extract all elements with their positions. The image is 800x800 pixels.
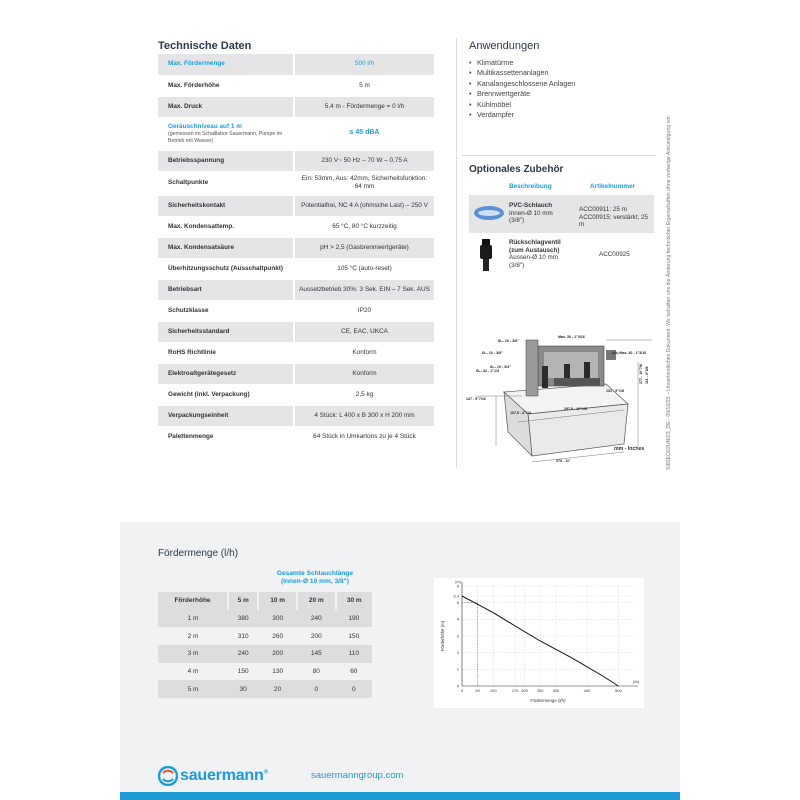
tech-value: Konform <box>294 342 434 363</box>
y-tick-label: 3 <box>456 633 459 639</box>
y-tick-label: 5.4 <box>453 593 459 599</box>
x-tick-label: 250 <box>536 688 544 693</box>
tech-row <box>158 117 434 150</box>
tech-key: Geräuschniveau auf 1 m (gemessen im Schalllabor Sauermann, Pumpe im Betrieb mit Wasser) <box>158 117 294 150</box>
tech-data-title: Technische Daten <box>158 40 252 52</box>
x-unit-label: (l/h) <box>632 680 640 684</box>
x-tick-label: 200 <box>521 688 528 693</box>
flow-rate-chart <box>434 578 644 708</box>
flow-cell: 3 m <box>158 645 228 663</box>
document-disclaimer: SI82EG02UNI23_DE - 09/10/23 – Unverbindliches Dokument. Wir behalten uns die Änderung technischer Eigenschaften ohne vorherige Ankündigung vor. <box>666 115 672 470</box>
flow-cell: 0 <box>336 680 372 698</box>
tech-data-table <box>158 54 434 448</box>
flow-header-cell: 20 m <box>297 592 336 610</box>
flow-row <box>158 680 372 698</box>
applications-list <box>469 58 575 120</box>
svg-text:Ø₁₀ 10 - 3/8": Ø₁₀ 10 - 3/8" <box>498 339 519 343</box>
tech-value: Aussetzbetrieb 30%: 3 Sek. EIN – 7 Sek. AUS <box>294 279 434 300</box>
tech-row <box>158 300 434 321</box>
flow-cell: 0 <box>297 680 336 698</box>
tech-row <box>158 195 434 216</box>
flow-cell: 4 m <box>158 663 228 681</box>
tech-value: 230 V~ 50 Hz – 70 W – 0,75 A <box>294 150 434 171</box>
flow-cell: 80 <box>297 663 336 681</box>
tech-key: Überhitzungsschutz (Ausschaltpunkt) <box>158 258 294 279</box>
tech-value: IP20 <box>294 300 434 321</box>
tech-value: 2,5 kg <box>294 384 434 405</box>
y-axis-label: Förderhöhe (m) <box>440 620 445 652</box>
accessory-description: Rückschlagventil (zum Austausch) Aussen-Ø 10 mm (3/8") <box>509 239 561 269</box>
tech-value: Ein: 53mm, Aus: 42mm, Sicherheitsfunktion: 64 mm <box>294 171 434 195</box>
tech-key: Sicherheitskontakt <box>158 195 294 216</box>
application-item: • Kühlmöbel <box>469 100 575 110</box>
tech-value: CE, EAC, UKCA <box>294 321 434 342</box>
flow-cell: 380 <box>228 610 258 628</box>
y-tick-label: 0 <box>456 683 459 689</box>
svg-text:277 - 10"7/8: 277 - 10"7/8 <box>639 364 643 384</box>
application-item: • Kanalangeschlossene Anlagen <box>469 79 575 89</box>
flow-cell: 190 <box>336 610 372 628</box>
flow-header-cell: 30 m <box>336 592 372 610</box>
tech-key: Palettenmenge <box>158 426 294 447</box>
accessory-row-pvc-hose <box>469 195 654 233</box>
tech-key: Max. Fördermenge <box>158 54 294 75</box>
accessories-col-description: Beschreibung <box>509 183 552 190</box>
flow-row <box>158 663 372 681</box>
tech-row <box>158 342 434 363</box>
x-tick-label: 300 <box>552 688 560 693</box>
svg-text:Ø₃₂ 32 - 1"1/4: Ø₃₂ 32 - 1"1/4 <box>476 369 499 373</box>
tech-value: 5,4 m - Fördermenge = 0 l/h <box>294 96 434 117</box>
tech-key: Betriebsspannung <box>158 150 294 171</box>
accessory-article-number: ACC00911: 25 m ACC00915: verstärkt, 25 m <box>579 206 648 229</box>
section-divider <box>462 155 656 156</box>
flow-cell: 310 <box>228 627 258 645</box>
svg-text:257,5 - 10"1/8: 257,5 - 10"1/8 <box>564 407 587 411</box>
flow-cell: 200 <box>297 627 336 645</box>
flow-cell: 110 <box>336 645 372 663</box>
y-tick-label: 2 <box>456 649 459 655</box>
tech-row <box>158 237 434 258</box>
flow-cell: 150 <box>228 663 258 681</box>
y-tick-label: 5 <box>456 599 459 605</box>
application-item: • Brennwertgeräte <box>469 89 575 99</box>
flow-rate-title: Fördermenge (l/h) <box>158 548 239 559</box>
flow-row <box>158 645 372 663</box>
accessory-article-number: ACC00925 <box>599 251 630 258</box>
tech-row <box>158 150 434 171</box>
flow-header-cell: 10 m <box>258 592 297 610</box>
y-tick-label: 4 <box>456 616 459 622</box>
tech-row <box>158 405 434 426</box>
tech-key: Max. Kondensatsäure <box>158 237 294 258</box>
application-item: • Multikassettenanlagen <box>469 68 575 78</box>
tech-value: 105 °C (auto-reset) <box>294 258 434 279</box>
flow-cell: 240 <box>297 610 336 628</box>
tech-row <box>158 426 434 447</box>
tech-value: Potentialfrei, NC 4 A (ohmsche Last) – 250 V <box>294 195 434 216</box>
application-item: • Verdampfer <box>469 110 575 120</box>
flow-cell: 150 <box>336 627 372 645</box>
tech-key: Schutzklasse <box>158 300 294 321</box>
tech-key: Max. Kondensattemp. <box>158 216 294 237</box>
x-tick-label: 0 <box>460 688 464 693</box>
website-link[interactable]: sauermanngroup.com <box>311 770 404 781</box>
tech-value: 500 l/h <box>294 54 434 75</box>
applications-title: Anwendungen <box>469 40 540 52</box>
flow-cell: 130 <box>258 663 297 681</box>
tech-key: Gewicht (inkl. Verpackung) <box>158 384 294 405</box>
tech-row <box>158 96 434 117</box>
flow-row <box>158 627 372 645</box>
x-tick-label: 50 <box>475 688 480 693</box>
pump-dimension-drawing <box>456 326 656 466</box>
tech-key: Verpackungseinheit <box>158 405 294 426</box>
flow-cell: 1 m <box>158 610 228 628</box>
flow-cell: 200 <box>258 645 297 663</box>
tech-row <box>158 216 434 237</box>
accessories-col-article-number: Artikelnummer <box>590 183 636 190</box>
flow-header-cell: Förderhöhe <box>158 592 228 610</box>
flow-cell: 260 <box>258 627 297 645</box>
x-axis-label: Fördermenge (l/h) <box>530 698 566 703</box>
tech-row <box>158 321 434 342</box>
flow-cell: 5 m <box>158 680 228 698</box>
tech-key: RoHS Richtlinie <box>158 342 294 363</box>
flow-cell: 30 <box>228 680 258 698</box>
x-tick-label: 170 <box>511 688 519 693</box>
flow-cell: 2 m <box>158 627 228 645</box>
svg-text:111 - 4"3/8: 111 - 4"3/8 <box>645 366 649 384</box>
flow-cell: 60 <box>336 663 372 681</box>
accessories-title: Optionales Zubehör <box>469 164 564 175</box>
tech-row <box>158 279 434 300</box>
svg-text:Ø₁₀ 10 - 3/8": Ø₁₀ 10 - 3/8" <box>482 351 503 355</box>
svg-text:279 - 11": 279 - 11" <box>556 459 571 463</box>
tech-row <box>158 54 434 75</box>
accessory-description: PVC-Schlauch Innen-Ø 10 mm (3/8") <box>509 202 553 225</box>
flow-cell: 300 <box>258 610 297 628</box>
tech-key: Max. Druck <box>158 96 294 117</box>
svg-text:107,5 - 4"1/4: 107,5 - 4"1/4 <box>510 411 531 415</box>
flow-header-cell: 5 m <box>228 592 258 610</box>
flow-rate-table <box>158 592 372 698</box>
tech-value: 64 Stück in Umkartons zu je 4 Stück <box>294 426 434 447</box>
svg-text:Ø₁₉ 19 - 3/4": Ø₁₉ 19 - 3/4" <box>490 365 511 369</box>
svg-text:137 - 5"7/16: 137 - 5"7/16 <box>466 397 486 401</box>
tech-key: Schaltpunkte <box>158 171 294 195</box>
tech-row <box>158 171 434 195</box>
x-tick-label: 500 <box>615 688 622 693</box>
y-tick-label: 1 <box>456 666 459 672</box>
tech-key: Max. Förderhöhe <box>158 75 294 96</box>
tech-value: 4 Stück: L 400 x B 300 x H 200 mm <box>294 405 434 426</box>
tech-row <box>158 363 434 384</box>
x-tick-label: 100 <box>489 688 497 693</box>
tube-length-title: Gesamte Schlauchlänge (Innen-Ø 10 mm, 3/8") <box>276 570 354 586</box>
tech-row <box>158 75 434 96</box>
svg-text:Max. 30 - 1"3/16: Max. 30 - 1"3/16 <box>558 335 585 339</box>
unit-label: mm - Inches <box>614 446 645 452</box>
footer-bar <box>120 792 680 800</box>
tech-value: ≤ 45 dBA <box>294 117 434 150</box>
tech-key: Sicherheitsstandard <box>158 321 294 342</box>
sauermann-logo <box>158 766 268 786</box>
check-valve-icon <box>479 239 493 271</box>
tech-row <box>158 384 434 405</box>
svg-text:131 - 5"1/8: 131 - 5"1/8 <box>606 389 624 393</box>
tech-value: pH > 2,5 (Gasbrennwertgeräte) <box>294 237 434 258</box>
tech-key: Elektroaltgerätegesetz <box>158 363 294 384</box>
pvc-hose-icon <box>474 206 504 220</box>
flow-cell: 145 <box>297 645 336 663</box>
accessory-row-check-valve <box>469 236 654 274</box>
y-tick-label: 6 <box>456 583 459 589</box>
sauermann-logo-icon <box>158 766 178 786</box>
svg-text:(4x) Max. 30 - 1"3/16: (4x) Max. 30 - 1"3/16 <box>612 351 647 355</box>
flow-cell: 240 <box>228 645 258 663</box>
flow-cell: 20 <box>258 680 297 698</box>
tech-value: Konform <box>294 363 434 384</box>
tech-row <box>158 258 434 279</box>
flow-row <box>158 610 372 628</box>
application-item: • Klimatürme <box>469 58 575 68</box>
brand-name: sauermann® <box>180 767 268 784</box>
tech-value: 5 m <box>294 75 434 96</box>
x-tick-label: 400 <box>583 688 591 693</box>
tech-key: Betriebsart <box>158 279 294 300</box>
tech-value: 65 °C, 80 °C kurzzeitig <box>294 216 434 237</box>
y-unit-label: (m) <box>455 580 461 584</box>
